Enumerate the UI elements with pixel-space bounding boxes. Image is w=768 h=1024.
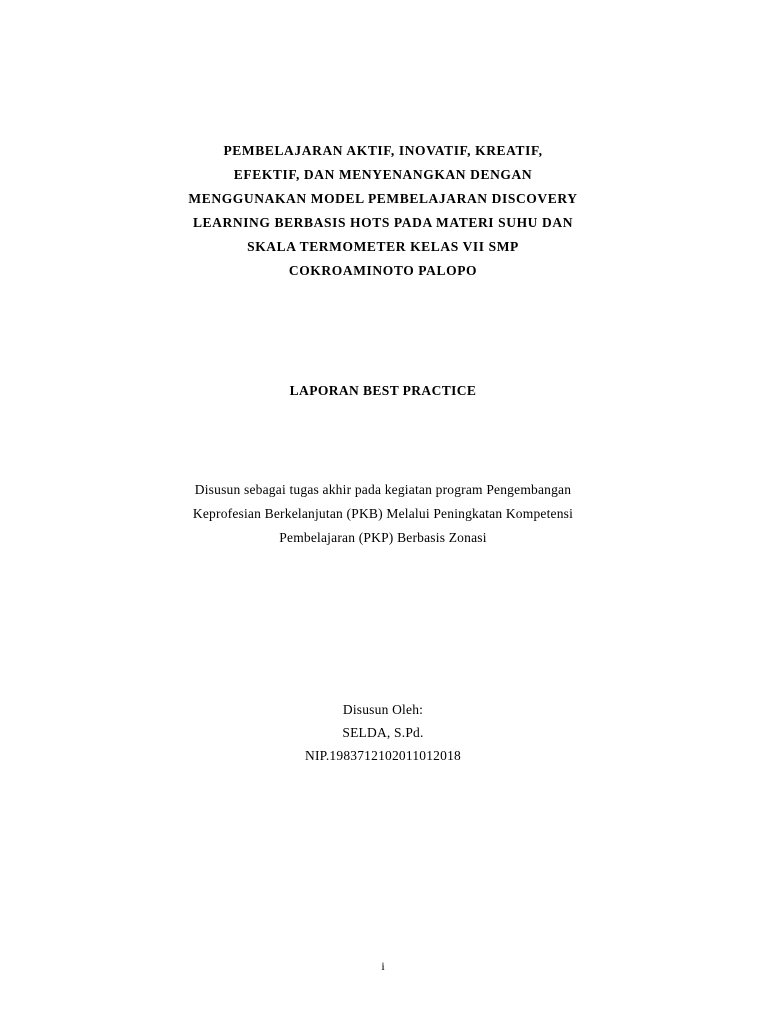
author-block	[100, 698, 666, 767]
author-label: Disusun Oleh:	[342, 702, 424, 717]
title-line: COKROAMINOTO PALOPO	[288, 263, 478, 278]
document-title	[100, 139, 666, 283]
purpose-line: Pembelajaran (PKP) Berbasis Zonasi	[279, 530, 487, 545]
author-nip: NIP.198371210201101​2018	[305, 748, 461, 763]
title-line: LEARNING BERBASIS HOTS PADA MATERI SUHU DAN	[192, 215, 574, 230]
purpose-line: Disusun sebagai tugas akhir pada kegiatan program Pengembangan	[194, 482, 572, 497]
purpose-statement	[100, 478, 666, 550]
title-line: EFEKTIF, DAN MENYENANGKAN DENGAN	[233, 167, 533, 182]
author-name: SELDA, S.Pd.	[342, 725, 424, 740]
report-type: LAPORAN BEST PRACTICE	[289, 383, 477, 398]
title-line: MENGGUNAKAN MODEL PEMBELAJARAN DISCOVERY	[188, 191, 578, 206]
page-number: i	[381, 959, 385, 973]
title-line: PEMBELAJARAN AKTIF, INOVATIF, KREATIF,	[223, 143, 543, 158]
title-line: SKALA TERMOMETER KELAS VII SMP	[247, 239, 519, 254]
purpose-line: Keprofesian Berkelanjutan (PKB) Melalui Peningkatan Kompetensi	[192, 506, 574, 521]
